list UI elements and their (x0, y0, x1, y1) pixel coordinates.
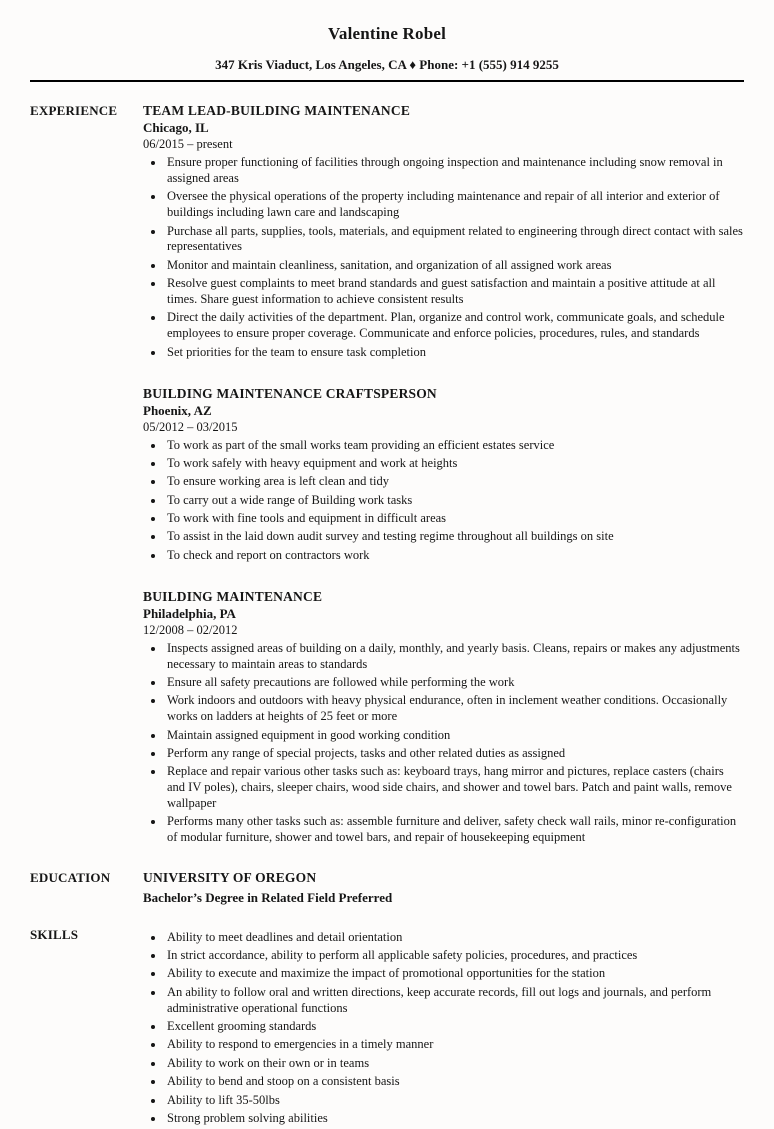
job-bullet: • To check and report on contractors work (165, 548, 744, 564)
education-content (143, 870, 744, 906)
header-divider (30, 80, 744, 82)
skill-bullet: • Ability to work on their own or in teams (165, 1056, 744, 1072)
skill-bullet: • Ability to execute and maximize the impact of promotional opportunities for the station (165, 966, 744, 982)
job-bullet: • Oversee the physical operations of the property including maintenance and repair of all interior and exterior of buildings including lawn care and landscaping (165, 189, 744, 221)
education-section (30, 870, 744, 906)
skill-bullet: • Ability to bend and stoop on a consistent basis (165, 1074, 744, 1090)
skills-section (30, 927, 744, 1129)
job-bullet: • To work safely with heavy equipment and work at heights (165, 456, 744, 472)
job-bullet-list (143, 641, 744, 847)
job-entry-3 (143, 589, 744, 847)
job-bullet: • Resolve guest complaints to meet brand standards and guest satisfaction and maintain a positive attitude at all times. Share guest information to achieve consistent results (165, 276, 744, 308)
job-dates: 06/2015 – present (143, 137, 233, 151)
job-bullet: • Work indoors and outdoors with heavy physical endurance, often in inclement weather conditions. Occasionally works on ladders at heights of 25 feet or more (165, 693, 744, 725)
skill-bullet: • Ability to lift 35-50lbs (165, 1093, 744, 1109)
job-bullet: • To carry out a wide range of Building work tasks (165, 493, 744, 509)
skill-bullet: • An ability to follow oral and written directions, keep accurate records, fill out logs and journals, and perform administrative operational functions (165, 985, 744, 1017)
school-name: UNIVERSITY OF OREGON (143, 869, 317, 885)
job-bullet: • Ensure all safety precautions are followed while performing the work (165, 675, 744, 691)
education-section-label: EDUCATION (30, 869, 111, 885)
job-bullet: • Maintain assigned equipment in good working condition (165, 728, 744, 744)
person-name: Valentine Robel (327, 24, 447, 43)
job-bullet: • Replace and repair various other tasks such as: keyboard trays, hang mirror and pictures, replace casters (chairs and IV poles), chairs, sleeper chairs, wood side chairs, and shower and towel bars. Patch and paint walls, remove wallpaper (165, 764, 744, 812)
experience-section (30, 103, 744, 849)
skills-section-label: SKILLS (30, 926, 79, 942)
job-title: BUILDING MAINTENANCE CRAFTSPERSON (143, 385, 437, 401)
skill-bullet: • Ability to respond to emergencies in a timely manner (165, 1037, 744, 1053)
job-bullet: • Monitor and maintain cleanliness, sanitation, and organization of all assigned work areas (165, 258, 744, 274)
experience-section-label: EXPERIENCE (30, 103, 118, 118)
job-bullet: • To assist in the laid down audit survey and testing regime throughout all buildings on site (165, 529, 744, 545)
job-bullet: • To work as part of the small works team providing an efficient estates service (165, 438, 744, 454)
job-bullet: • To work with fine tools and equipment in difficult areas (165, 511, 744, 527)
job-location: Philadelphia, PA (143, 605, 236, 621)
job-location: Phoenix, AZ (143, 402, 212, 418)
job-bullet: • Direct the daily activities of the department. Plan, organize and control work, communicate goals, and schedule employees to ensure proper coverage. Communicate and enforce policies, procedures, rules, and standards (165, 310, 744, 342)
job-location: Chicago, IL (143, 120, 209, 135)
experience-content (143, 103, 744, 849)
job-bullet-list (143, 438, 744, 564)
job-bullet: • Purchase all parts, supplies, tools, materials, and equipment related to engineering through direct contact with sales representatives (165, 224, 744, 256)
job-bullet: • Inspects assigned areas of building on a daily, monthly, and yearly basis. Cleans, repairs or makes any adjustments necessary to maintain areas to standards (165, 641, 744, 673)
resume-body (30, 103, 744, 1129)
job-bullet-list (143, 155, 744, 361)
skills-content (143, 927, 744, 1129)
job-title: TEAM LEAD-BUILDING MAINTENANCE (143, 103, 411, 118)
degree-name: Bachelor’s Degree in Related Field Preferred (143, 889, 393, 905)
job-dates: 12/2008 – 02/2012 (143, 622, 238, 637)
skill-bullet: • Strong problem solving abilities (165, 1111, 744, 1127)
job-bullet: • Ensure proper functioning of facilities through ongoing inspection and maintenance including snow removal in assigned areas (165, 155, 744, 187)
job-entry-2 (143, 386, 744, 564)
job-title: BUILDING MAINTENANCE (143, 588, 323, 604)
job-bullet: • Performs many other tasks such as: assemble furniture and deliver, safety check wall rails, minor re-configuration of modular furniture, shower and towel bars, and repair of housekeeping equipment (165, 814, 744, 846)
skill-bullet: • Excellent grooming standards (165, 1019, 744, 1035)
skill-bullet: • Ability to meet deadlines and detail orientation (165, 930, 744, 946)
job-bullet: • Set priorities for the team to ensure task completion (165, 345, 744, 361)
skill-bullet: • In strict accordance, ability to perform all applicable safety policies, procedures, and practices (165, 948, 744, 964)
job-dates: 05/2012 – 03/2015 (143, 419, 238, 434)
job-bullet: • To ensure working area is left clean and tidy (165, 474, 744, 490)
contact-line: 347 Kris Viaduct, Los Angeles, CA ♦ Phone: +1 (555) 914 9255 (215, 57, 559, 72)
resume-header (30, 24, 744, 82)
skills-bullet-list (143, 930, 744, 1127)
job-entry-1 (143, 103, 744, 361)
job-bullet: • Perform any range of special projects, tasks and other related duties as assigned (165, 746, 744, 762)
